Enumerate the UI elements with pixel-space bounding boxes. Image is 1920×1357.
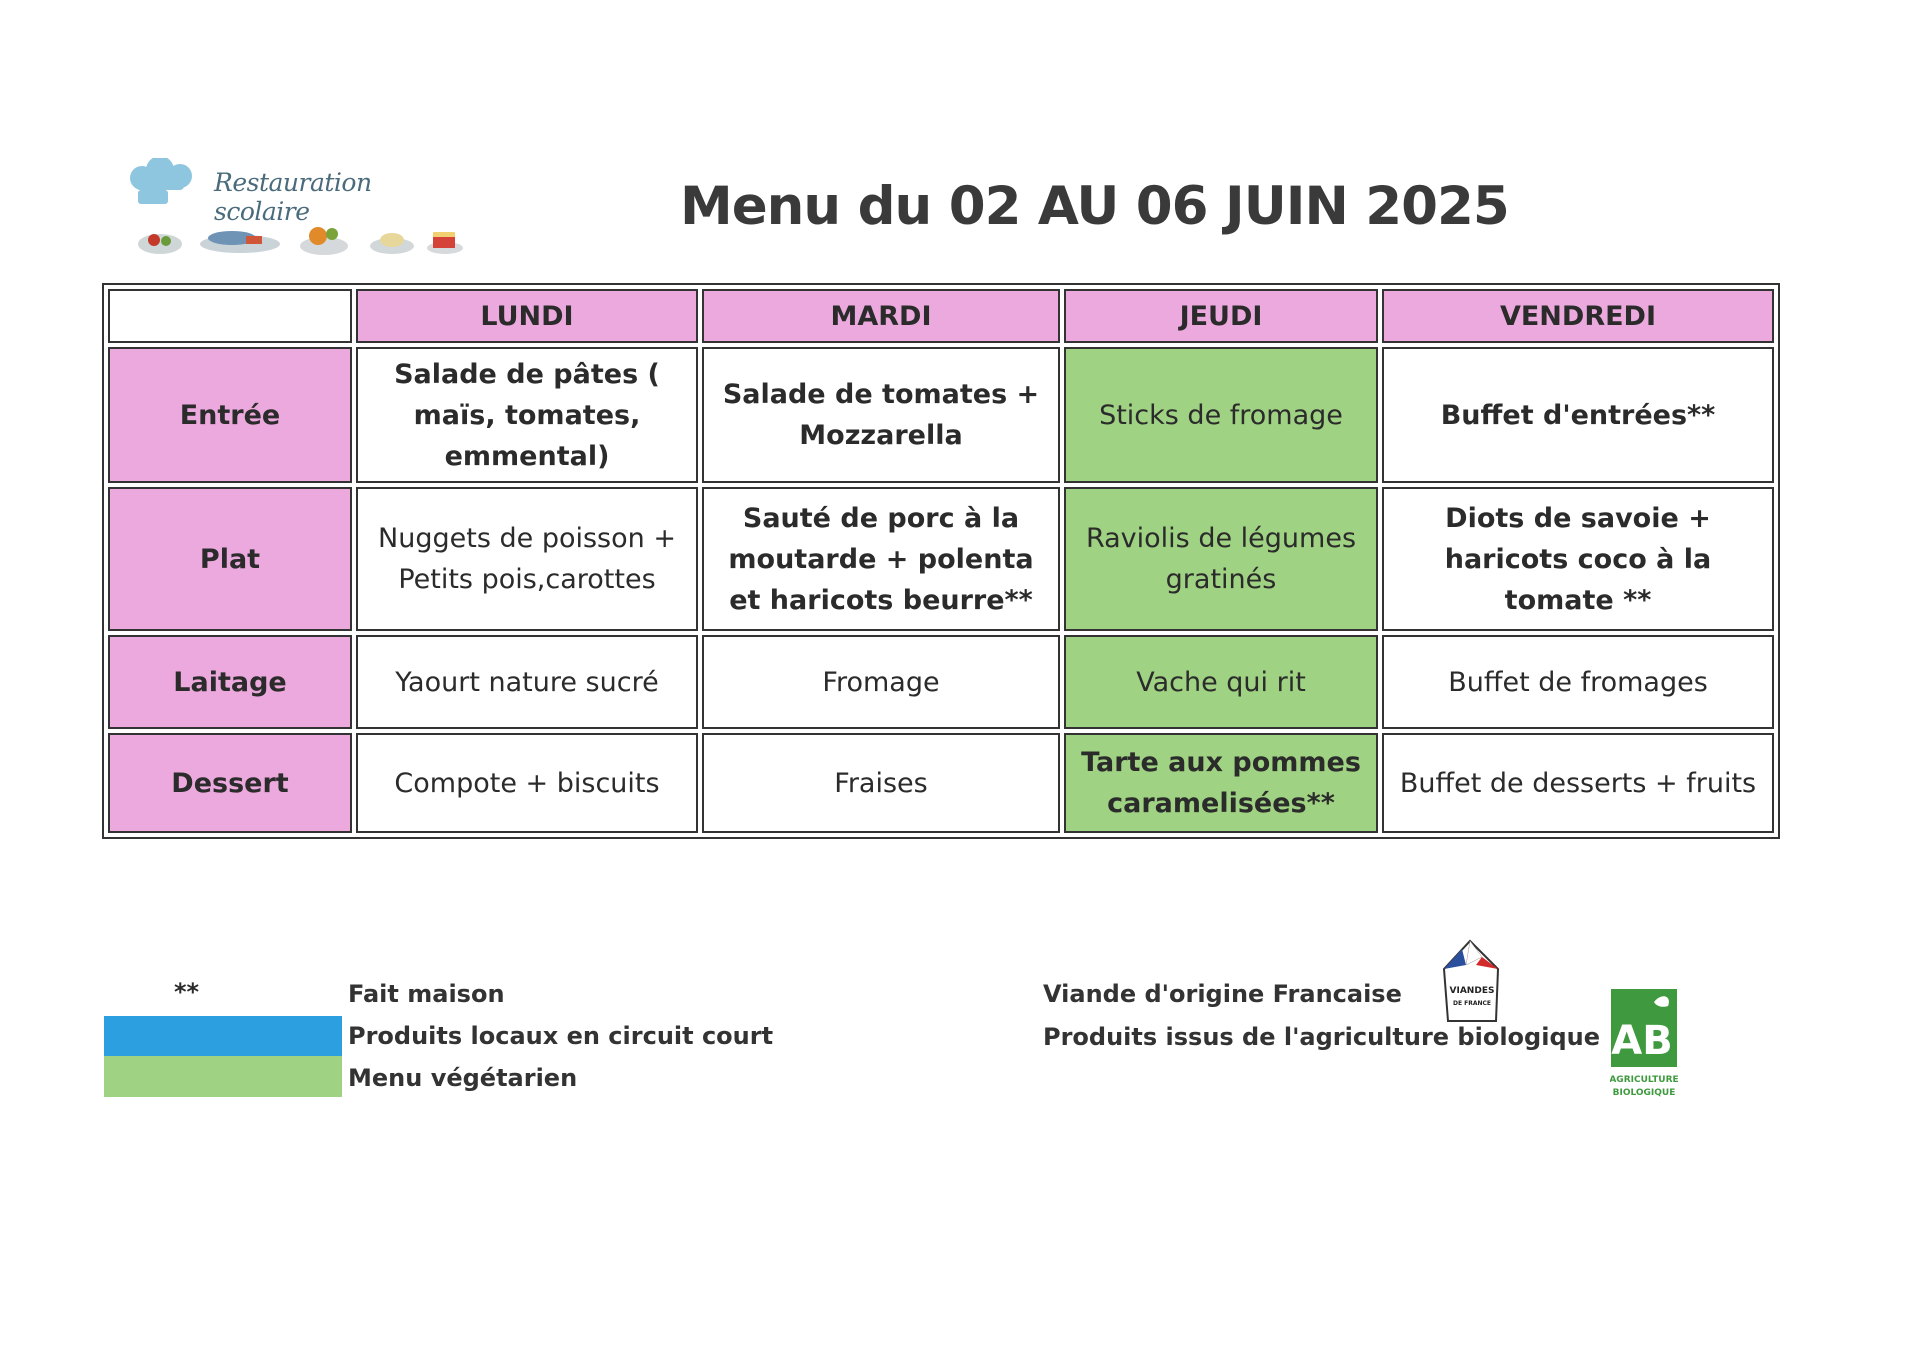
menu-cell: Sauté de porc à la moutarde + polenta et haricots beurre** [702, 487, 1060, 631]
ab-line1: AGRICULTURE [1610, 1075, 1678, 1085]
legend-agriculture-bio: Produits issus de l'agriculture biologique [1043, 1023, 1600, 1051]
menu-cell: Vache qui rit [1064, 635, 1378, 729]
legend-locaux: Produits locaux en circuit court [348, 1022, 774, 1050]
viandes-de-france-icon [1436, 935, 1506, 1027]
corner-cell [108, 289, 352, 343]
legend-swatch-vegetarien [104, 1056, 342, 1097]
menu-cell: Yaourt nature sucré [356, 635, 698, 729]
restauration-scolaire-logo [128, 158, 468, 258]
day-header-vendredi: VENDREDI [1382, 289, 1774, 343]
table-row [108, 347, 1774, 483]
legend-fait-maison: Fait maison [348, 980, 505, 1008]
menu-cell: Salade de tomates + Mozzarella [702, 347, 1060, 483]
ab-line2: BIOLOGIQUE [1612, 1088, 1676, 1098]
menu-cell: Buffet de fromages [1382, 635, 1774, 729]
day-header-mardi: MARDI [702, 289, 1060, 343]
legend-viande-francaise: Viande d'origine Francaise [1043, 980, 1402, 1008]
menu-cell: Nuggets de poisson + Petits pois,carottes [356, 487, 698, 631]
menu-cell: Fromage [702, 635, 1060, 729]
table-row [108, 635, 1774, 729]
menu-cell: Diots de savoie + haricots coco à la tomate ** [1382, 487, 1774, 631]
weekly-menu-table [102, 283, 1780, 839]
legend-vegetarien: Menu végétarien [348, 1064, 578, 1092]
row-label-dessert: Dessert [108, 733, 352, 833]
row-label-laitage: Laitage [108, 635, 352, 729]
menu-cell: Fraises [702, 733, 1060, 833]
legend-swatch-locaux [104, 1016, 342, 1056]
menu-cell: Sticks de fromage [1064, 347, 1378, 483]
day-header-lundi: LUNDI [356, 289, 698, 343]
day-header-jeudi: JEUDI [1064, 289, 1378, 343]
page-title: Menu du 02 AU 06 JUIN 2025 [680, 176, 1509, 237]
agriculture-biologique-icon [1610, 988, 1678, 1100]
menu-cell: Buffet de desserts + fruits [1382, 733, 1774, 833]
legend-stars-symbol: ** [174, 978, 200, 1006]
table-row [108, 487, 1774, 631]
row-label-entree: Entrée [108, 347, 352, 483]
menu-cell: Salade de pâtes ( maïs, tomates, emmental) [356, 347, 698, 483]
menu-cell: Tarte aux pommes caramelisées** [1064, 733, 1378, 833]
menu-cell: Buffet d'entrées** [1382, 347, 1774, 483]
table-row [108, 733, 1774, 833]
vdf-line2: DE FRANCE [1452, 1000, 1492, 1007]
menu-cell: Compote + biscuits [356, 733, 698, 833]
vdf-line1: VIANDES [1449, 986, 1495, 996]
day-header-row [108, 289, 1774, 343]
menu-cell: Raviolis de légumes gratinés [1064, 487, 1378, 631]
ab-logo-text: AB [1611, 1018, 1673, 1064]
logo-text: Restauration scolaire [214, 168, 372, 226]
food-plates-icon [128, 220, 468, 270]
row-label-plat: Plat [108, 487, 352, 631]
